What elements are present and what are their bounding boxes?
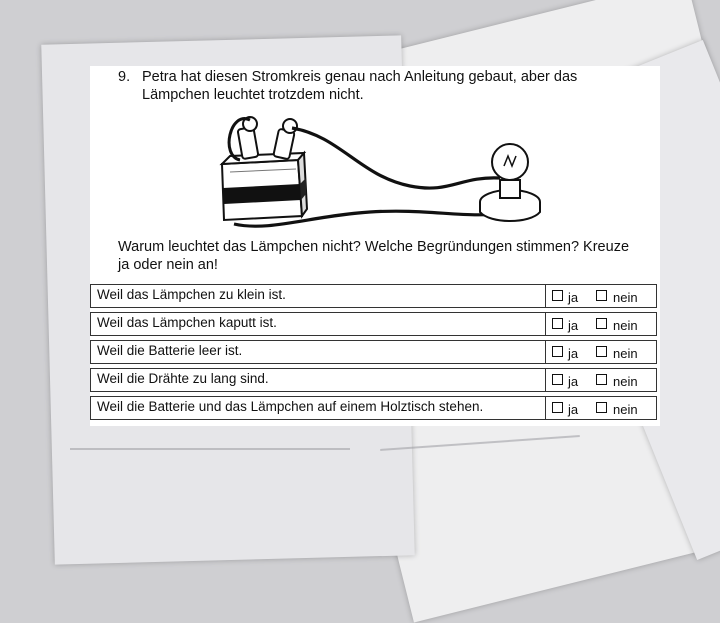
question-prompt: [118, 238, 648, 274]
yes-checkbox[interactable]: [552, 290, 563, 301]
answer-choices: [545, 341, 656, 363]
yes-label: ja: [568, 374, 579, 389]
table-row: [90, 284, 657, 308]
statement-text: Weil das Lämpchen kaputt ist.: [97, 315, 277, 330]
answer-choices: [545, 285, 656, 307]
no-label: nein: [613, 374, 638, 389]
answer-choices: [545, 397, 656, 419]
question-prompt-line: Warum leuchtet das Lämpchen nicht? Welche Begründungen stimmen? Kreuze: [118, 239, 630, 255]
battery-bulb-circuit-icon: [210, 116, 550, 241]
table-row: [90, 340, 657, 364]
question-number: 9.: [118, 69, 131, 85]
table-row: [90, 312, 657, 336]
statement-text: Weil das Lämpchen zu klein ist.: [97, 287, 286, 302]
yes-label: ja: [568, 290, 579, 305]
yes-label: ja: [568, 346, 579, 361]
table-row: [90, 368, 657, 392]
worksheet: [90, 66, 660, 426]
yes-checkbox[interactable]: [552, 402, 563, 413]
no-label: nein: [613, 346, 638, 361]
no-checkbox[interactable]: [596, 318, 607, 329]
clip-icon: [238, 117, 297, 159]
no-checkbox[interactable]: [596, 346, 607, 357]
yes-label: ja: [568, 402, 579, 417]
yes-checkbox[interactable]: [552, 318, 563, 329]
no-label: nein: [613, 290, 638, 305]
table-row: [90, 396, 657, 420]
no-checkbox[interactable]: [596, 402, 607, 413]
no-checkbox[interactable]: [596, 374, 607, 385]
question-prompt-line: ja oder nein an!: [118, 257, 218, 273]
yes-checkbox[interactable]: [552, 346, 563, 357]
statement-text: Weil die Drähte zu lang sind.: [97, 371, 269, 386]
no-label: nein: [613, 402, 638, 417]
statement-text: Weil die Batterie leer ist.: [97, 343, 243, 358]
question-text: [142, 68, 652, 104]
yes-checkbox[interactable]: [552, 374, 563, 385]
yes-label: ja: [568, 318, 579, 333]
light-bulb-icon: [480, 144, 540, 221]
question-text-line: Petra hat diesen Stromkreis genau nach Anleitung gebaut, aber das: [142, 69, 578, 85]
no-checkbox[interactable]: [596, 290, 607, 301]
answer-table: [90, 284, 657, 424]
answer-choices: [545, 369, 656, 391]
statement-text: Weil die Batterie und das Lämpchen auf einem Holztisch stehen.: [97, 399, 484, 414]
no-label: nein: [613, 318, 638, 333]
background-rule-line: [70, 448, 350, 450]
question-text-line: Lämpchen leuchtet trotzdem nicht.: [142, 87, 364, 103]
battery-icon: [222, 153, 307, 220]
answer-choices: [545, 313, 656, 335]
